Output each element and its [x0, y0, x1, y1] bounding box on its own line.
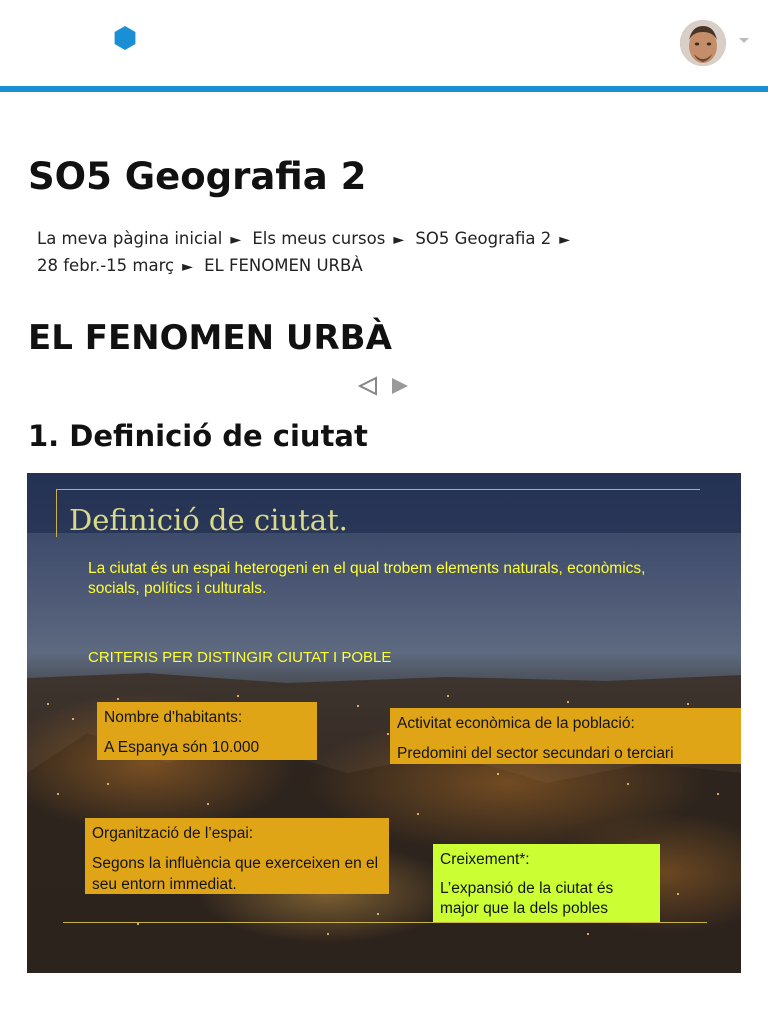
breadcrumb-course[interactable]: SO5 Geografia 2 — [415, 229, 552, 248]
slide-top-rule — [56, 489, 700, 490]
user-avatar[interactable] — [680, 20, 726, 66]
criteria-box-text: Segons la influència que exerceixen en el seu entorn immediat. — [92, 855, 379, 893]
course-title: SO5 Geografia 2 — [28, 155, 367, 198]
caret-down-icon[interactable] — [739, 38, 749, 43]
hexagon-logo-icon[interactable] — [112, 25, 138, 51]
slide-left-rule — [56, 489, 57, 537]
chapter-title: 1. Definició de ciutat — [28, 419, 368, 453]
slide-bottom-rule — [63, 922, 707, 923]
breadcrumb-current-page[interactable]: EL FENOMEN URBÀ — [204, 256, 363, 275]
criteria-box-inhabitants — [97, 702, 317, 760]
breadcrumb: La meva pàgina inicial ► Els meus cursos ► SO5 Geografia 2 ► 28 febr.-15 març ► EL FENOMEN URBÀ — [37, 229, 571, 275]
criteria-box-economic-activity — [390, 708, 741, 764]
criteria-box-growth — [433, 844, 660, 922]
slide-intro-text: La ciutat és un espai heterogeni en el qual trobem elements naturals, econòmics, socials, polítics i culturals. — [88, 560, 646, 597]
breadcrumb-my-courses[interactable]: Els meus cursos — [252, 229, 386, 248]
criteria-box-text: Predomini del sector secundari o terciari — [397, 745, 674, 762]
chapter-navigation — [357, 375, 411, 401]
top-navbar — [0, 0, 768, 86]
criteria-box-label: Organització de l’espai: — [92, 825, 254, 842]
criteria-box-text: A Espanya són 10.000 — [104, 739, 260, 756]
slide-image — [27, 473, 741, 973]
triangle-right-filled-icon[interactable] — [389, 375, 411, 397]
header-accent-bar — [0, 86, 768, 92]
slide-title: Definició de ciutat. — [69, 503, 348, 537]
criteria-box-label: Activitat econòmica de la població: — [397, 715, 635, 732]
breadcrumb-section[interactable]: 28 febr.-15 març — [37, 256, 175, 275]
page-title: EL FENOMEN URBÀ — [28, 318, 392, 358]
criteria-box-label: Nombre d'habitants: — [104, 709, 243, 726]
criteria-box-label: Creixement*: — [440, 851, 530, 868]
triangle-left-outline-icon[interactable] — [357, 375, 379, 397]
criteria-box-space-organization — [85, 818, 389, 894]
breadcrumb-home[interactable]: La meva pàgina inicial — [37, 229, 223, 248]
criteria-box-text: L’expansió de la ciutat és major que la dels pobles — [440, 880, 614, 917]
slide-criteria-heading: CRITERIS PER DISTINGIR CIUTAT I POBLE — [88, 649, 392, 666]
